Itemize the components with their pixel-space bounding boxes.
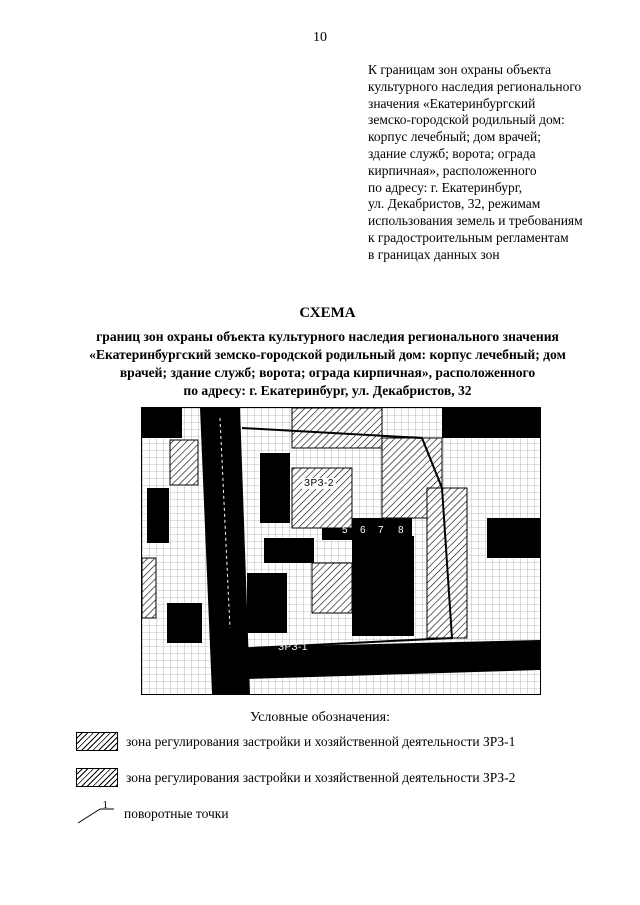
legend-item-zrz-2 (76, 768, 515, 787)
annex-line: земско-городской родильный дом: (368, 112, 565, 128)
scheme-title: СХЕМА (299, 305, 356, 321)
annex-line: в границах данных зон (368, 246, 500, 262)
legend-title: Условные обозначения: (249, 710, 391, 725)
annex-line: по адресу: г. Екатеринбург, (368, 179, 523, 195)
turn-point-number: 8 (398, 525, 405, 536)
annex-line: к градостроительным регламентам (368, 229, 569, 245)
annex-line: здание служб; ворота; ограда (368, 145, 536, 161)
legend-item-turn-points (76, 799, 229, 825)
annex-line: значения «Екатеринбургский (368, 95, 536, 111)
legend-label: зона регулирования застройки и хозяйственной деятельности ЗРЗ-2 (126, 769, 516, 785)
annex-line: К границам зон охраны объекта (368, 62, 552, 77)
subtitle-line: по адресу: г. Екатеринбург, ул. Декабристов, 32 (183, 383, 472, 398)
annex-line: корпус лечебный; дом врачей; (368, 129, 542, 145)
turn-point-number: 6 (360, 525, 367, 536)
turn-point-icon (76, 799, 116, 825)
turn-point-sample-number: 1 (102, 799, 108, 811)
annex-line: ул. Декабристов, 32, режимам (368, 196, 541, 212)
hatch-swatch-icon (76, 768, 118, 787)
annex-note (368, 62, 618, 264)
annex-line: кирпичная», расположенного (368, 162, 537, 178)
zone-map (141, 407, 541, 695)
hatch-swatch-icon (76, 732, 118, 751)
turn-point-number: 7 (378, 525, 385, 536)
turn-point-number: 5 (342, 525, 349, 536)
annex-line: культурного наследия регионального (368, 78, 582, 94)
zone-label-zrz-1: ЗРЗ-1 (278, 642, 308, 653)
scheme-heading (40, 305, 615, 400)
map-drawing (142, 408, 540, 694)
scheme-subtitle (40, 328, 615, 400)
zone-label-zrz-2: ЗРЗ-2 (304, 478, 334, 489)
page-number: 10 (313, 30, 327, 45)
subtitle-line: «Екатеринбургский земско-городской родильный дом: корпус лечебный; дом (89, 347, 566, 362)
annex-line: использования земель и требованиям (368, 213, 583, 229)
legend-label: зона регулирования застройки и хозяйственной деятельности ЗРЗ-1 (126, 733, 516, 749)
subtitle-line: границ зон охраны объекта культурного наследия регионального значения (96, 329, 559, 344)
legend-label: поворотные точки (124, 806, 229, 821)
subtitle-line: врачей; здание служб; ворота; ограда кирпичная», расположенного (119, 365, 536, 380)
legend-item-zrz-1 (76, 732, 515, 751)
